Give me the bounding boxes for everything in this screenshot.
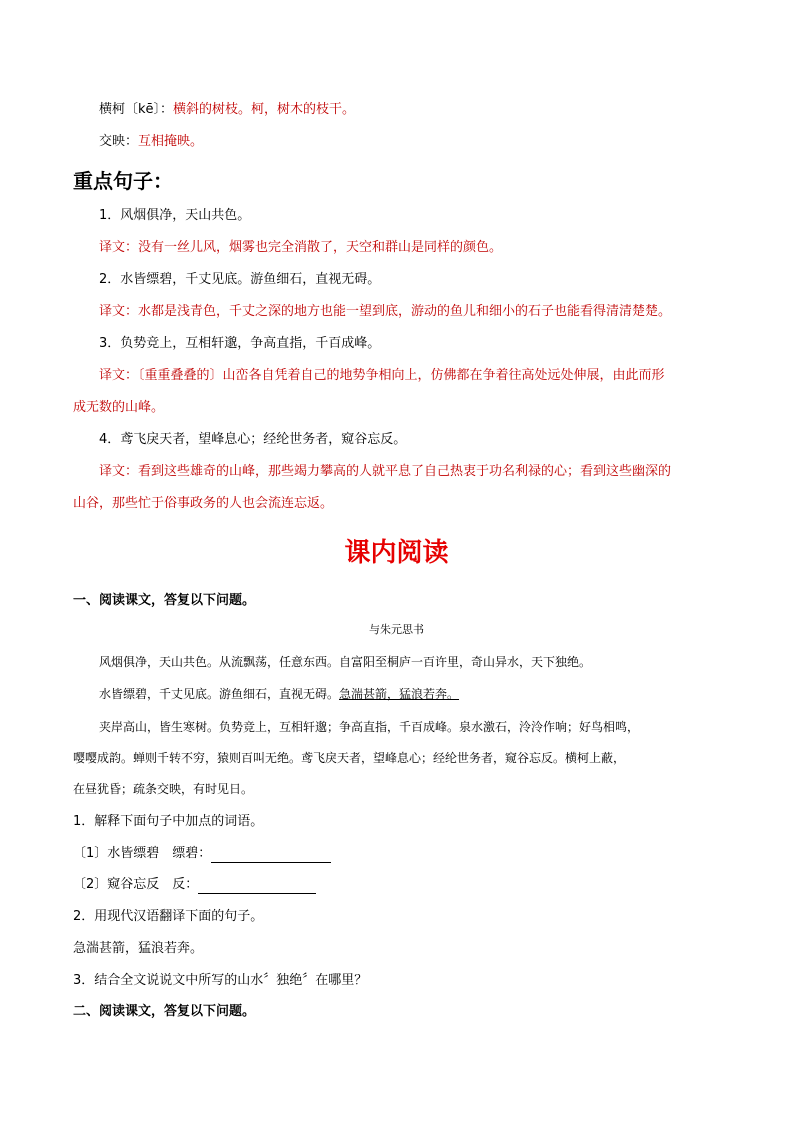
- sentence-translation: 译文：没有一丝儿风，烟雾也完全消散了，天空和群山是同样的颜色。: [99, 240, 503, 255]
- glossary-definition: 横斜的树枝。柯，树木的枝干。: [173, 102, 356, 117]
- question-1b-text: 〔2〕窥谷忘反 反：: [73, 877, 199, 892]
- passage-text: 水皆缥碧，千丈见底。游鱼细石，直视无碍。: [99, 687, 340, 701]
- passage-paragraph: 嘤嘤成韵。蝉则千转不穷，猿则百叫无绝。鸢飞戾天者，望峰息心；经纶世务者，窥谷忘反。横柯上蔽，: [73, 751, 626, 765]
- key-sentence: 3．负势竞上，互相轩邈，争高直指，千百成峰。: [99, 336, 381, 351]
- key-sentence: 4．鸢飞戾天者，望峰息心；经纶世务者，窥谷忘反。: [99, 432, 407, 447]
- sentence-translation: 译文：水都是浅青色，千丈之深的地方也能一望到底，游动的鱼儿和细小的石子也能看得清清楚楚。: [99, 304, 672, 319]
- key-sentence: 1．风烟俱净，天山共色。: [99, 208, 251, 223]
- question-1b: [73, 876, 316, 894]
- passage-paragraph: 风烟俱净，天山共色。从流飘荡，任意东西。自富阳至桐庐一百许里，奇山异水，天下独绝。: [99, 655, 592, 669]
- glossary-term: 交映：: [99, 134, 139, 149]
- answer-blank[interactable]: [211, 848, 331, 863]
- question-2-text: 急湍甚箭，猛浪若奔。: [73, 941, 204, 956]
- question-3: 3．结合全文说说文中所写的山水〞独绝〞在哪里？: [73, 973, 368, 988]
- sentence-translation: 译文：〔重重叠叠的〕山峦各自凭着自己的地势争相向上，仿佛都在争着往高处远处伸展，由此而形: [99, 368, 665, 383]
- part1-heading: 一、阅读课文，答复以下问题。: [73, 593, 256, 608]
- passage-title: 与朱元思书: [369, 623, 424, 636]
- sentence-translation: 译文：看到这些雄奇的山峰，那些竭力攀高的人就平息了自己热衷于功名利禄的心；看到这些幽深的: [99, 464, 672, 479]
- passage-paragraph: 夹岸高山，皆生寒树。负势竞上，互相轩邈；争高直指，千百成峰。泉水激石，泠泠作响；好鸟相鸣，: [99, 720, 640, 734]
- section-title: 课内阅读: [344, 538, 449, 568]
- passage-paragraph: [99, 685, 459, 703]
- answer-blank[interactable]: [198, 879, 316, 894]
- sentence-translation: 山谷，那些忙于俗事政务的人也会流连忘返。: [73, 496, 334, 511]
- key-sentences-heading: 重点句子：: [73, 169, 173, 193]
- glossary-term: 横柯〔kē〕：: [99, 102, 174, 117]
- underlined-sentence: 急湍甚箭，猛浪若奔。: [339, 687, 460, 701]
- passage-paragraph: 在昼犹昏；疏条交映，有时见日。: [73, 782, 254, 796]
- glossary-definition: 互相掩映。: [138, 134, 204, 149]
- question-1a: [73, 845, 331, 863]
- sentence-translation: 成无数的山峰。: [73, 400, 165, 415]
- glossary-item: [99, 101, 355, 119]
- key-sentence: 2．水皆缥碧，千丈见底。游鱼细石，直视无碍。: [99, 272, 381, 287]
- question-2: 2．用现代汉语翻译下面的句子。: [73, 909, 264, 924]
- glossary-item: [99, 133, 203, 151]
- question-1: 1．解释下面句子中加点的词语。: [73, 814, 264, 829]
- part2-heading: 二、阅读课文，答复以下问题。: [73, 1004, 256, 1019]
- question-1a-text: 〔1〕水皆缥碧 缥碧：: [73, 846, 212, 861]
